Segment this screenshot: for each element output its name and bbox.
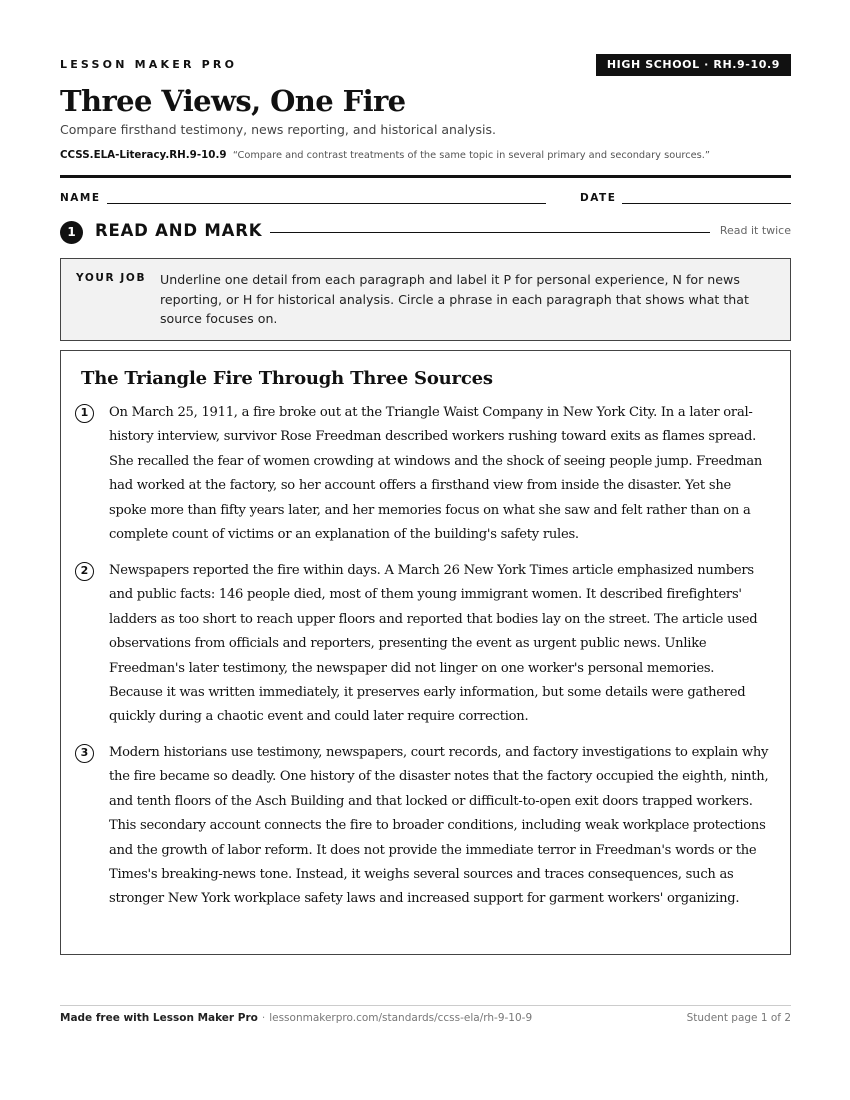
section-title: READ AND MARK: [95, 221, 263, 240]
paragraph-text-2: Newspapers reported the fire within days. A March 26 New York Times article emphasized numbers and public facts: 146 people died, most of them young immigrant women. It described firefighters' ladders as too short to reach upper floors and reported that bodies lay on the street. The article used observations from officials and reporters, presenting the event as urgent public news. Unlike Freedman's later testimony, the newspaper did not linger on one worker's personal memories. Because it was written immediately, it preserves early information, but some details were gathered quickly during a chaotic event and could later require correction.: [109, 563, 758, 725]
standard-line: [60, 149, 710, 161]
paragraph-text-1: On March 25, 1911, a fire broke out at the Triangle Waist Company in New York City. In a later oral-history interview, survivor Rose Freedman described workers rushing toward exits as flames spread. She recalled the fear of women crowding at windows and the shock of seeing people jump. Freedman had worked at the factory, so her account offers a firsthand view from inside the disaster. Yet she spoke more than fifty years later, and her memories focus on what she saw and felt rather than on a complete count of victims or an explanation of the building's safety rules.: [109, 405, 763, 543]
section-rule: [270, 232, 710, 233]
name-label: NAME: [60, 192, 101, 204]
reading-passage: [60, 350, 791, 955]
footer-url[interactable]: lessonmakerpro.com/standards/ccss-ela/rh-9-10-9: [269, 1012, 533, 1024]
name-field[interactable]: [107, 203, 546, 204]
passage-title: The Triangle Fire Through Three Sources: [81, 368, 493, 389]
section-note: Read it twice: [719, 224, 791, 237]
instructions-text: Underline one detail from each paragraph and label it P for personal experience, N for news reporting, or H for historical analysis. Circle a phrase in each paragraph that shows what that source focuses on.: [160, 272, 749, 326]
header-divider: [60, 175, 791, 178]
date-field[interactable]: [622, 203, 791, 204]
paragraph-text-3: Modern historians use testimony, newspapers, court records, and factory investigations to explain why the fire became so deadly. One history of the disaster notes that the factory occupied the eighth, ninth, and tenth floors of the Asch Building and that locked or difficult-to-open exit doors trapped workers. This secondary account connects the fire to broader conditions, including weak workplace protections and the growth of labor reform. It does not provide the immediate terror in Freedman's words or the Times's breaking-news tone. Instead, it weighs several sources and traces consequences, such as stronger New York workplace safety laws and increased support for garment workers' organizing.: [109, 745, 769, 907]
paragraph-number-1: 1: [75, 404, 94, 423]
footer-credit-line: [60, 1012, 532, 1024]
page-title: Three Views, One Fire: [60, 84, 406, 118]
standard-quote: “Compare and contrast treatments of the same topic in several primary and secondary sources.”: [232, 150, 710, 161]
date-label: DATE: [580, 192, 617, 204]
instructions-box: [60, 258, 791, 341]
section-number-badge: 1: [60, 221, 83, 244]
footer-separator: ·: [261, 1012, 266, 1024]
page-subtitle: Compare firsthand testimony, news reporting, and historical analysis.: [60, 122, 496, 137]
page-indicator: Student page 1 of 2: [686, 1012, 791, 1024]
standard-code: CCSS.ELA-Literacy.RH.9-10.9: [60, 149, 227, 161]
paragraph-number-2: 2: [75, 562, 94, 581]
footer-divider: [60, 1005, 791, 1006]
level-badge: HIGH SCHOOL · RH.9-10.9: [596, 54, 791, 76]
footer-credit: Made free with Lesson Maker Pro: [60, 1012, 258, 1024]
paragraph-number-3: 3: [75, 744, 94, 763]
brand-name: LESSON MAKER PRO: [60, 58, 238, 71]
instructions-label: YOUR JOB: [76, 272, 147, 284]
